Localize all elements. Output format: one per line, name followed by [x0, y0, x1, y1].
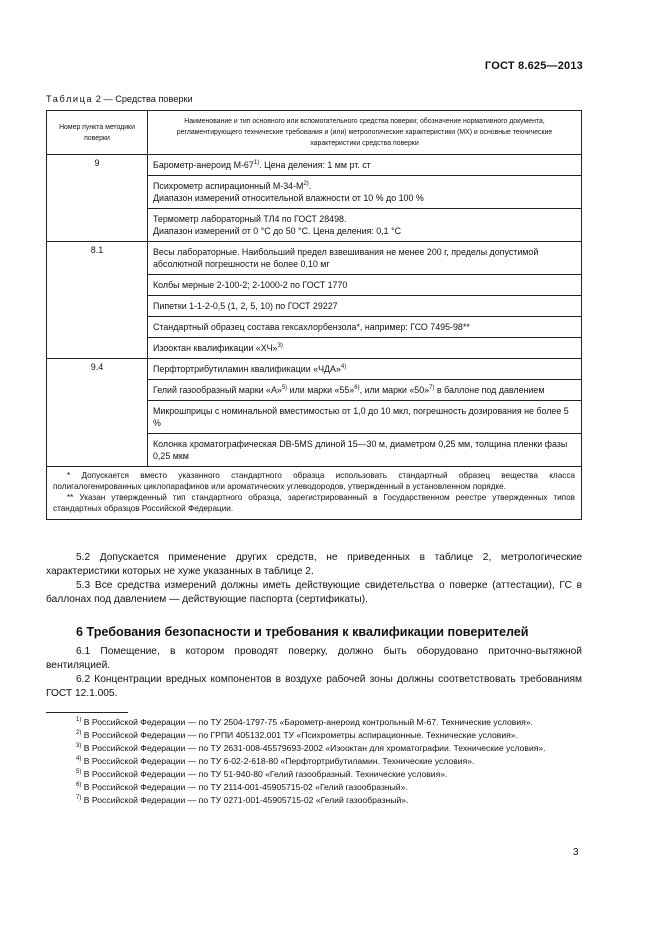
document-code-header: ГОСТ 8.625—2013: [484, 60, 583, 72]
table-row: [47, 359, 582, 380]
column-header-clause: Номер пункта методики поверки: [47, 111, 148, 155]
clause-number: 9: [47, 155, 148, 242]
footnote: $^{1)}$ В Российской Федерации — по ТУ 2504-1797-75 «Барометр-анероид контрольный М-67. Технические условия».: [76, 717, 533, 727]
paragraphs-6: [46, 645, 582, 701]
tool-cell: Психрометр аспирационный $М-34-М^{2)}$. Диапазон измерений относительной влажности от 10 % до 100 %: [148, 176, 582, 209]
tool-cell: Стандартный образец состава гексахлорбензола*, например: ГСО 7495-98**: [148, 317, 582, 338]
table-caption-label: Таблица: [46, 94, 94, 104]
footnote: $^{6)}$ В Российской Федерации — по ТУ 2114-001-45905715-02 «Гелий газообразный».: [76, 782, 408, 792]
tool-cell: Колонка хроматографическая DB-5MS длиной 15—30 м, диаметром 0,25 мм, толщина пленки фазы 0,25 мкм: [148, 434, 582, 467]
tool-cell: Гелий газообразный марки «А»$^{5)}$ или марки «55»$^{6)}$, или марки «50»$^{7)}$ в баллоне под давлением: [148, 380, 582, 401]
footnotes: [46, 716, 582, 807]
clause-number: 8.1: [47, 242, 148, 359]
verification-tools-table: [46, 110, 582, 520]
table-row: [47, 242, 582, 275]
tool-cell: Изооктан квалификации «ХЧ»$^{3)}$: [148, 338, 582, 359]
tool-cell: Барометр-анероид М-67$^{1)}$. Цена деления: 1 мм рт. ст: [148, 155, 582, 176]
table-note: ** Указан утвержденный тип стандартного образца, зарегистрированный в Государственном реестре утвержденных типов стандартных образцов Российской Федерации.: [53, 493, 575, 513]
paragraph-6-1: 6.1 Помещение, в котором проводят поверку, должно быть оборудовано приточно-вытяжной вентиляцией.: [46, 646, 582, 671]
paragraphs-5: [46, 551, 582, 607]
table-caption-title: 2 — Средства поверки: [93, 94, 193, 104]
tool-cell: Колбы мерные 2-100-2; 2-1000-2 по ГОСТ 1770: [148, 275, 582, 296]
table-row: [47, 155, 582, 176]
tool-cell: Перфтортрибутиламин квалификации «ЧДА»$^{4)}$: [148, 359, 582, 380]
column-header-tool: Наименование и тип основного или вспомогательного средства поверки; обозначение нормативного документа, регламентирующего технические требования и (или) метрологические характеристики (МХ) и основные технические характеристики средства поверки: [148, 111, 582, 155]
table-note: * Допускается вместо указанного стандартного образца использовать стандартный образец вещества класса полигалогенированных циклопарафинов или ароматических углеводородов, утвержденный в установленном порядке.: [53, 471, 575, 491]
table-notes: [47, 467, 582, 520]
table-caption: [46, 94, 193, 104]
table-notes-row: [47, 467, 582, 520]
tool-cell: Термометр лабораторный ТЛ4 по ГОСТ 28498. Диапазон измерений от 0 °C до 50 °C. Цена деления: 0,1 °C: [148, 209, 582, 242]
tool-cell: Весы лабораторные. Наибольший предел взвешивания не менее 200 г, пределы допустимой абсолютной погрешности не более 0,10 мг: [148, 242, 582, 275]
clause-number: 9.4: [47, 359, 148, 467]
paragraph-5-3: 5.3 Все средства измерений должны иметь действующие свидетельства о поверке (аттестации), ГС в баллонах под давлением — действующие паспорта (сертификаты).: [46, 580, 582, 605]
footnote: $^{2)}$ В Российской Федерации — по ГРПИ 405132.001 ТУ «Психрометры аспирационные. Технические условия».: [76, 730, 518, 740]
footnote: $^{4)}$ В Российской Федерации — по ТУ 6-02-2-618-80 «Перфтортрибутиламин. Технические условия».: [76, 756, 475, 766]
table-header-row: [47, 111, 582, 155]
footnote-divider: [46, 712, 128, 713]
tool-cell: Пипетки 1-1-2-0,5 (1, 2, 5, 10) по ГОСТ 29227: [148, 296, 582, 317]
section-6-heading: 6 Требования безопасности и требования к квалификации поверителей: [76, 625, 529, 639]
page-number: 3: [573, 847, 579, 858]
footnote: $^{7)}$ В Российской Федерации — по ТУ 0271-001-45905715-02 «Гелий газообразный».: [76, 795, 409, 805]
paragraph-6-2: 6.2 Концентрации вредных компонентов в воздухе рабочей зоны должны соответствовать требованиям ГОСТ 12.1.005.: [46, 674, 582, 699]
paragraph-5-2: 5.2 Допускается применение других средств, не приведенных в таблице 2, метрологические характеристики которых не хуже указанных в таблице 2.: [46, 552, 582, 577]
footnote: $^{3)}$ В Российской Федерации — по ТУ 2631-008-45579693-2002 «Изооктан для хроматографии. Технические условия».: [76, 743, 546, 753]
tool-cell: Микрошприцы с номинальной вместимостью от 1,0 до 10 мкл, погрешность дозирования не более 5 %: [148, 401, 582, 434]
footnote: $^{5)}$ В Российской Федерации — по ТУ 51-940-80 «Гелий газообразный. Технические условия».: [76, 769, 448, 779]
